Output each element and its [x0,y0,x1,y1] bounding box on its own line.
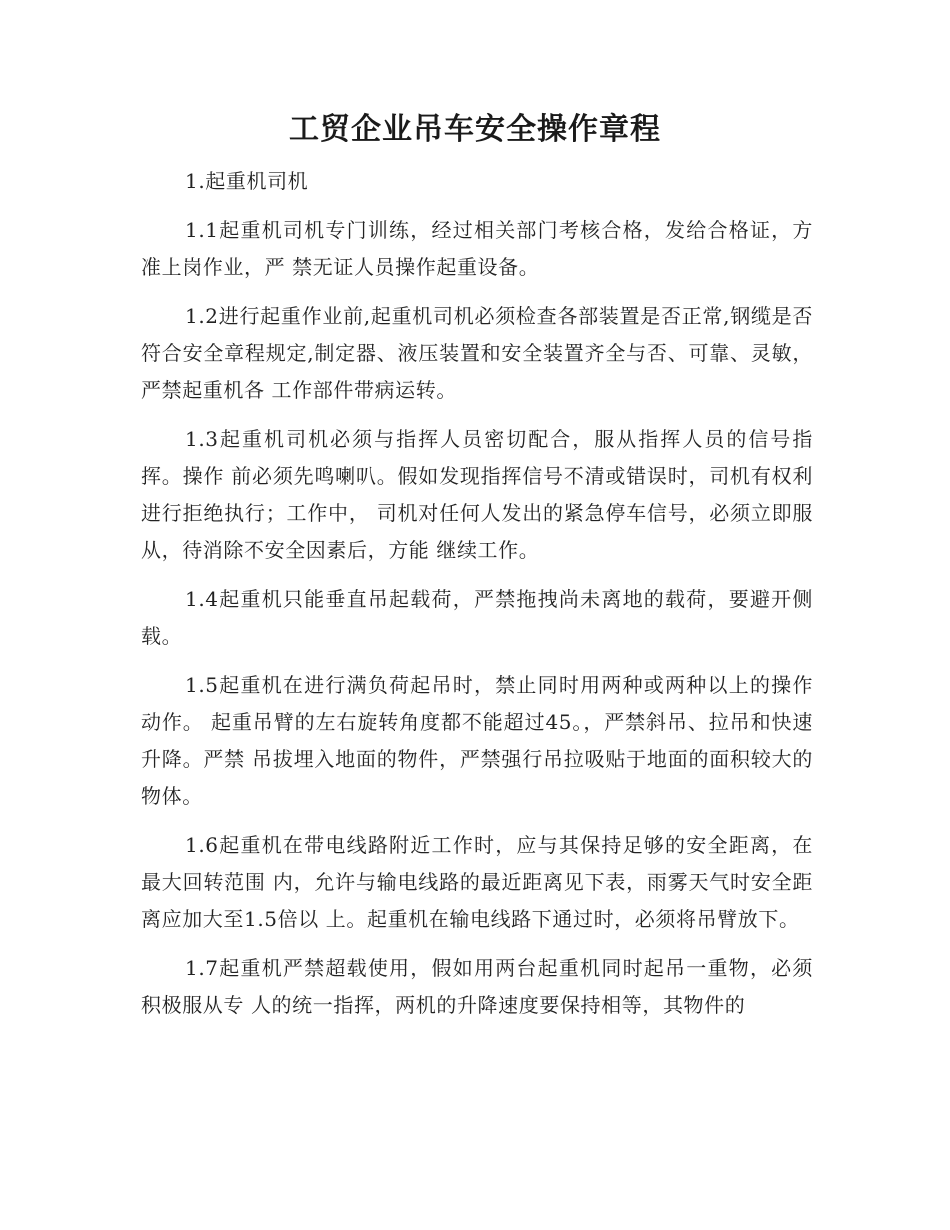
paragraph-1-5: 1.5起重机在进行满负荷起吊时，禁止同时用两种或两种以上的操作动作。 起重吊臂的左右旋转角度都不能超过45。，严禁斜吊、拉吊和快速升降。严禁 吊拔埋入地面的物件，严禁强行吊拉吸贴于地面的面积较大的物体。 [141,673,813,808]
document-title: 工贸企业吊车安全操作章程 [289,112,661,147]
paragraph-1-7: 1.7起重机严禁超载使用，假如用两台起重机同时起吊一重物，必须积极服从专 人的统一指挥，两机的升降速度要保持相等，其物件的 [141,956,813,1017]
document-body [141,163,813,1036]
section-heading-crane-operator: 1.起重机司机 [185,169,309,193]
paragraph-1-2: 1.2进行起重作业前,起重机司机必须检查各部装置是否正常,钢缆是否符合安全章程规定,制定器、液压装置和安全装置齐全与否、可靠、灵敏，严禁起重机各 工作部件带病运转。 [141,304,813,402]
paragraph-1-1: 1.1起重机司机专门训练，经过相关部门考核合格，发给合格证，方准上岗作业，严 禁无证人员操作起重设备。 [141,218,813,279]
paragraph-1-4: 1.4起重机只能垂直吊起载荷，严禁拖拽尚未离地的载荷，要避开侧载。 [141,587,813,648]
paragraph-1-6: 1.6起重机在带电线路附近工作时，应与其保持足够的安全距离，在最大回转范围 内，允许与输电线路的最近距离见下表，雨雾天气时安全距离应加大至1.5倍以 上。起重机在输电线路下通过时，必须将吊臂放下。 [141,833,813,931]
paragraph-1-3: 1.3起重机司机必须与指挥人员密切配合，服从指挥人员的信号指挥。操作 前必须先鸣喇叭。假如发现指挥信号不清或错误时，司机有权利进行拒绝执行；工作中， 司机对任何人发出的紧急停车信号，必须立即服从，待消除不安全因素后，方能 继续工作。 [141,427,813,562]
